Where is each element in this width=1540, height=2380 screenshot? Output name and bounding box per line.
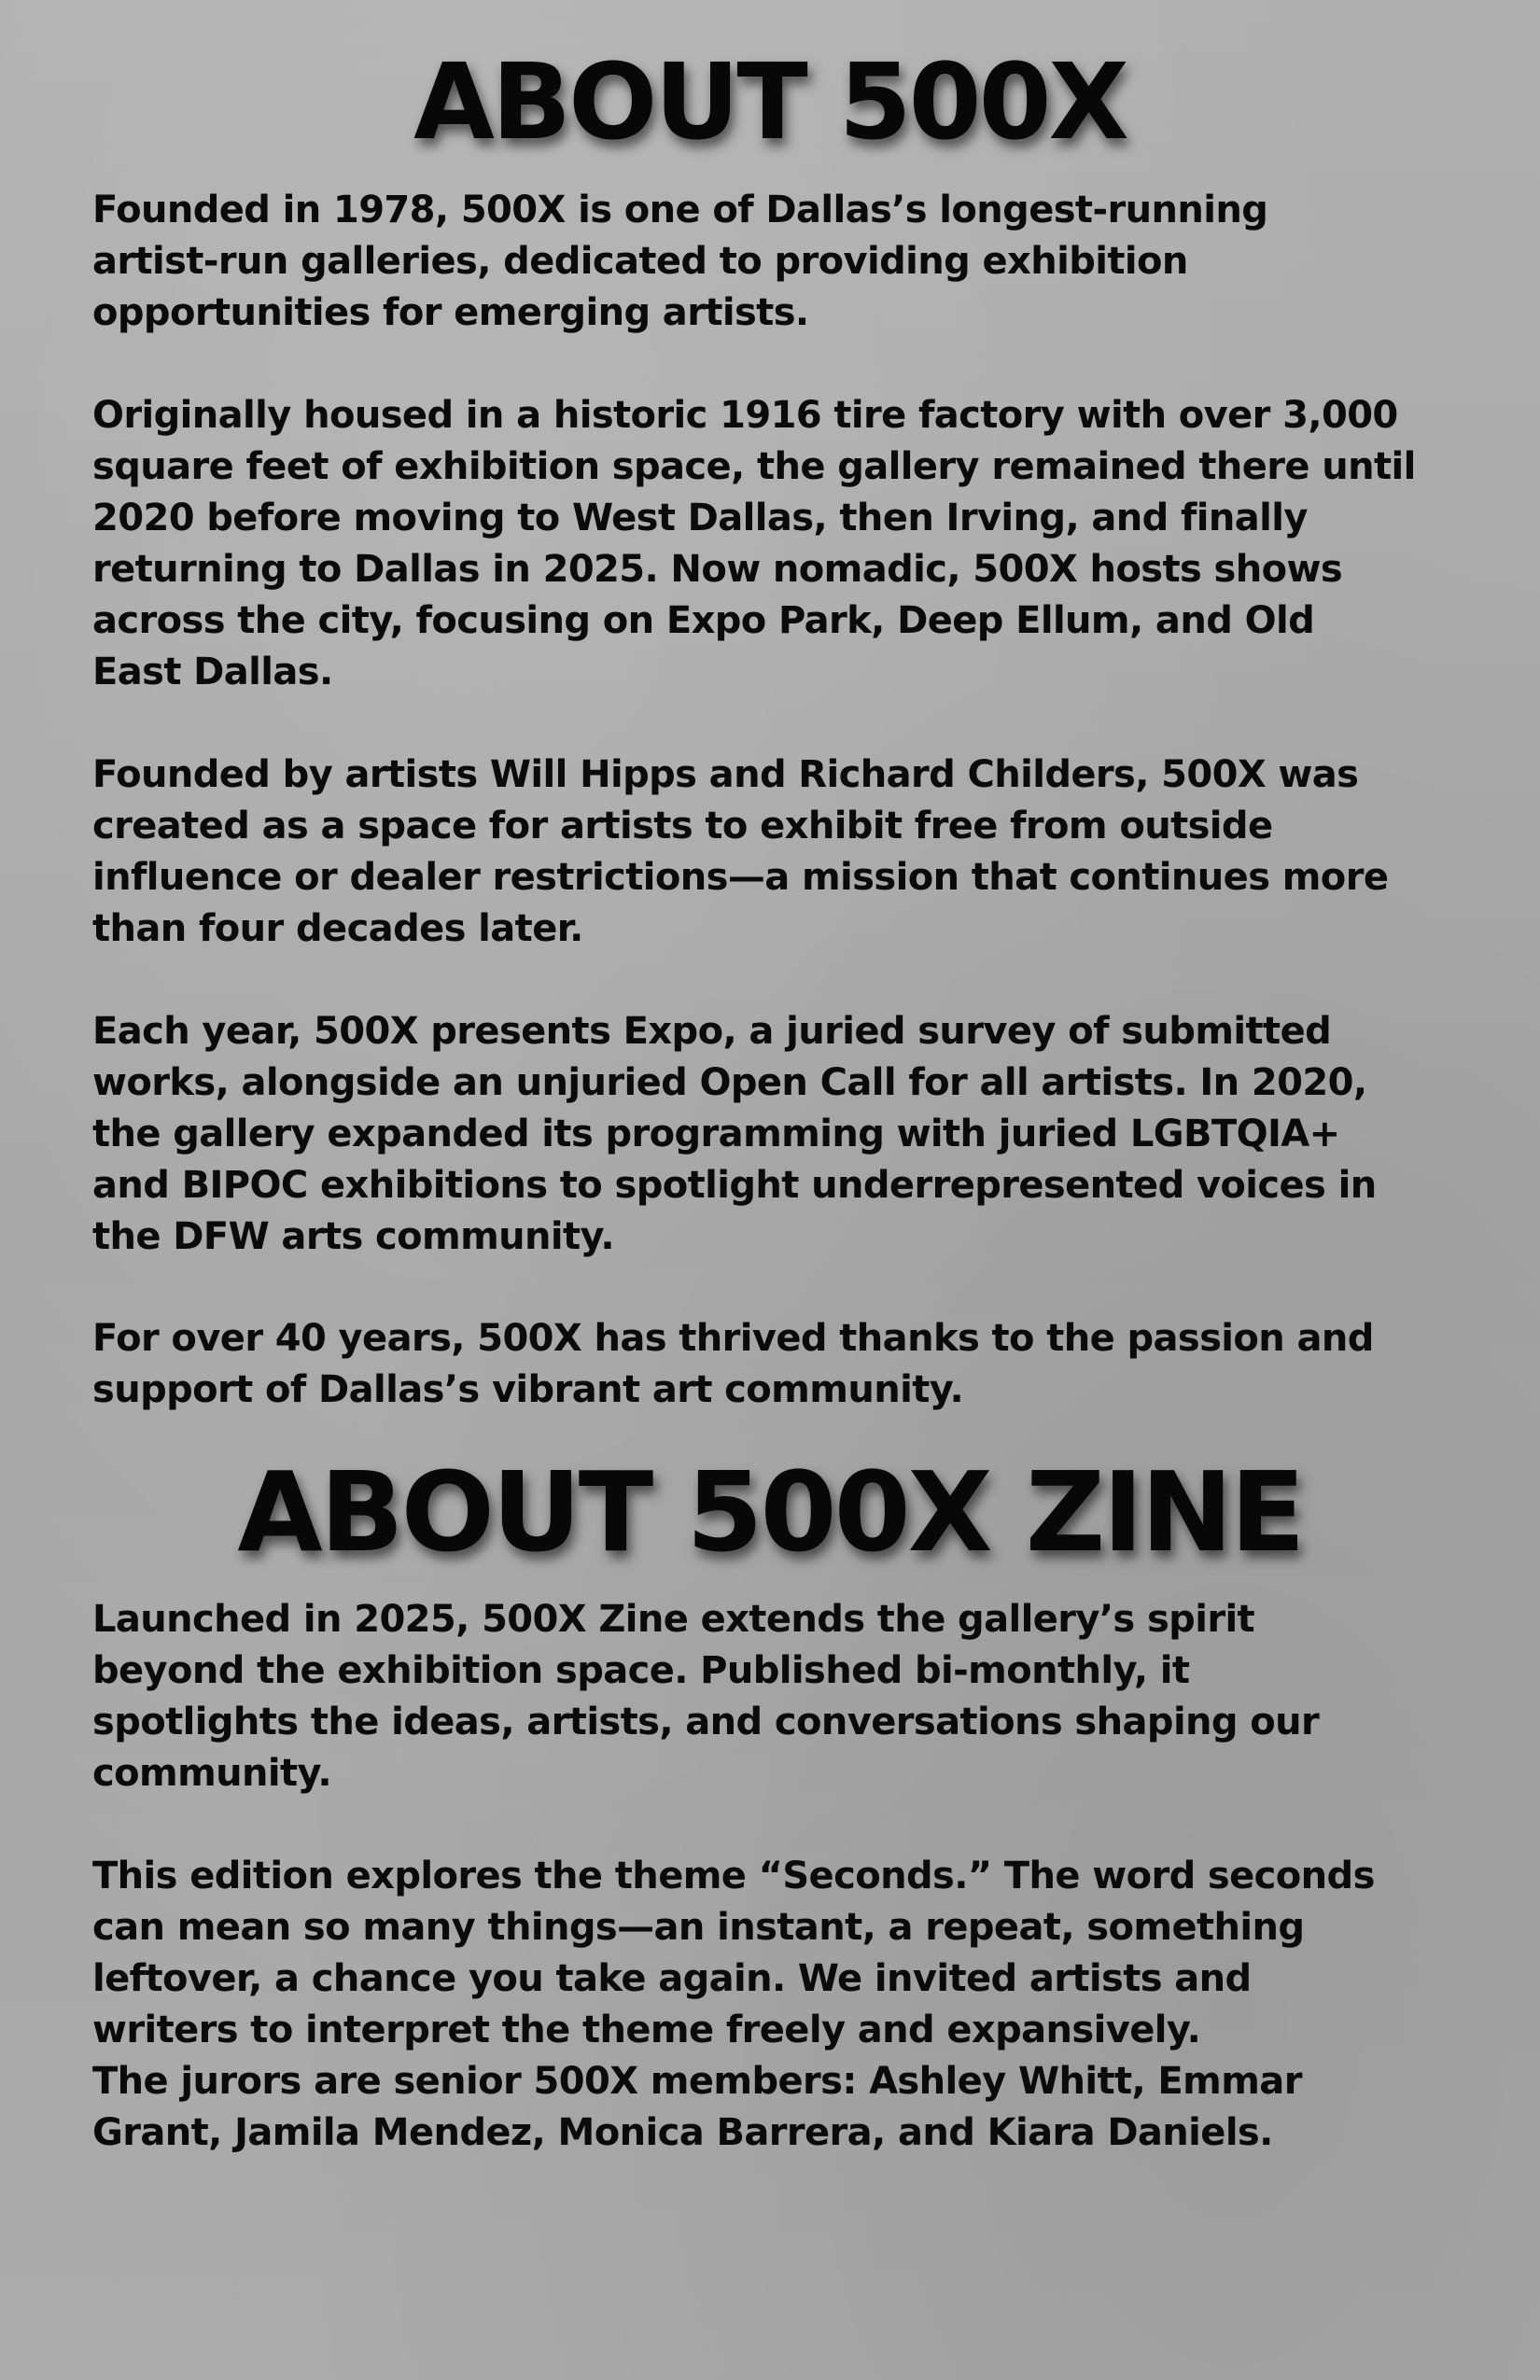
text-line: works, alongside an unjuried Open Call for all artists. In 2020, xyxy=(92,1061,1367,1104)
about-500x-paragraph-programs xyxy=(92,1006,1492,1263)
text-line: Grant, Jamila Mendez, Monica Barrera, and Kiara Daniels. xyxy=(92,2111,1273,2154)
text-line: Founded by artists Will Hipps and Richard Childers, 500X was xyxy=(92,753,1359,796)
text-line: support of Dallas’s vibrant art community. xyxy=(92,1368,964,1411)
text-line: 2020 before moving to West Dallas, then Irving, and finally xyxy=(92,497,1308,539)
text-line: For over 40 years, 500X has thrived thanks to the passion and xyxy=(92,1317,1374,1360)
text-line: the DFW arts community. xyxy=(92,1215,614,1258)
text-line: can mean so many things—an instant, a repeat, something xyxy=(92,1906,1305,1949)
about-zine-heading: ABOUT 500X ZINE xyxy=(237,1448,1303,1576)
about-500x-paragraph-founders xyxy=(92,749,1492,955)
text-line: East Dallas. xyxy=(92,651,333,693)
text-line: square feet of exhibition space, the gallery remained there until xyxy=(92,445,1416,488)
about-500x-paragraph-founding xyxy=(92,185,1492,339)
text-line: The jurors are senior 500X members: Ashley Whitt, Emmar xyxy=(92,2060,1302,2103)
text-line: Each year, 500X presents Expo, a juried survey of submitted xyxy=(92,1010,1332,1053)
text-line: Founded in 1978, 500X is one of Dallas’s longest-running xyxy=(92,189,1268,231)
text-line: Launched in 2025, 500X Zine extends the gallery’s spirit xyxy=(92,1598,1255,1641)
text-line: the gallery expanded its programming with juried LGBTQIA+ xyxy=(92,1113,1340,1155)
text-line: created as a space for artists to exhibit free from outside xyxy=(92,805,1273,847)
text-line: leftover, a chance you take again. We invited artists and xyxy=(92,1957,1252,2000)
text-line: This edition explores the theme “Seconds.” The word seconds xyxy=(92,1855,1375,1897)
about-500x-paragraph-community xyxy=(92,1313,1492,1416)
text-line: Originally housed in a historic 1916 tire factory with over 3,000 xyxy=(92,394,1398,437)
text-line: across the city, focusing on Expo Park, Deep Ellum, and Old xyxy=(92,599,1315,642)
text-line: and BIPOC exhibitions to spotlight underrepresented voices in xyxy=(92,1164,1377,1207)
about-zine-paragraph-theme xyxy=(92,1851,1492,2159)
text-line: artist-run galleries, dedicated to providing exhibition xyxy=(92,240,1188,283)
text-line: writers to interpret the theme freely and expansively. xyxy=(92,2009,1201,2051)
about-zine-paragraph-launch xyxy=(92,1594,1492,1799)
about-500x-heading: ABOUT 500X xyxy=(413,42,1127,163)
text-line: spotlights the ideas, artists, and conversations shaping our xyxy=(92,1701,1320,1743)
text-line: returning to Dallas in 2025. Now nomadic, 500X hosts shows xyxy=(92,548,1343,591)
text-line: influence or dealer restrictions—a mission that continues more xyxy=(92,856,1389,899)
about-500x-paragraph-history xyxy=(92,390,1492,698)
text-line: beyond the exhibition space. Published bi-monthly, it xyxy=(92,1649,1190,1692)
text-line: opportunities for emerging artists. xyxy=(92,291,809,334)
text-line: than four decades later. xyxy=(92,907,583,950)
text-line: community. xyxy=(92,1752,331,1795)
